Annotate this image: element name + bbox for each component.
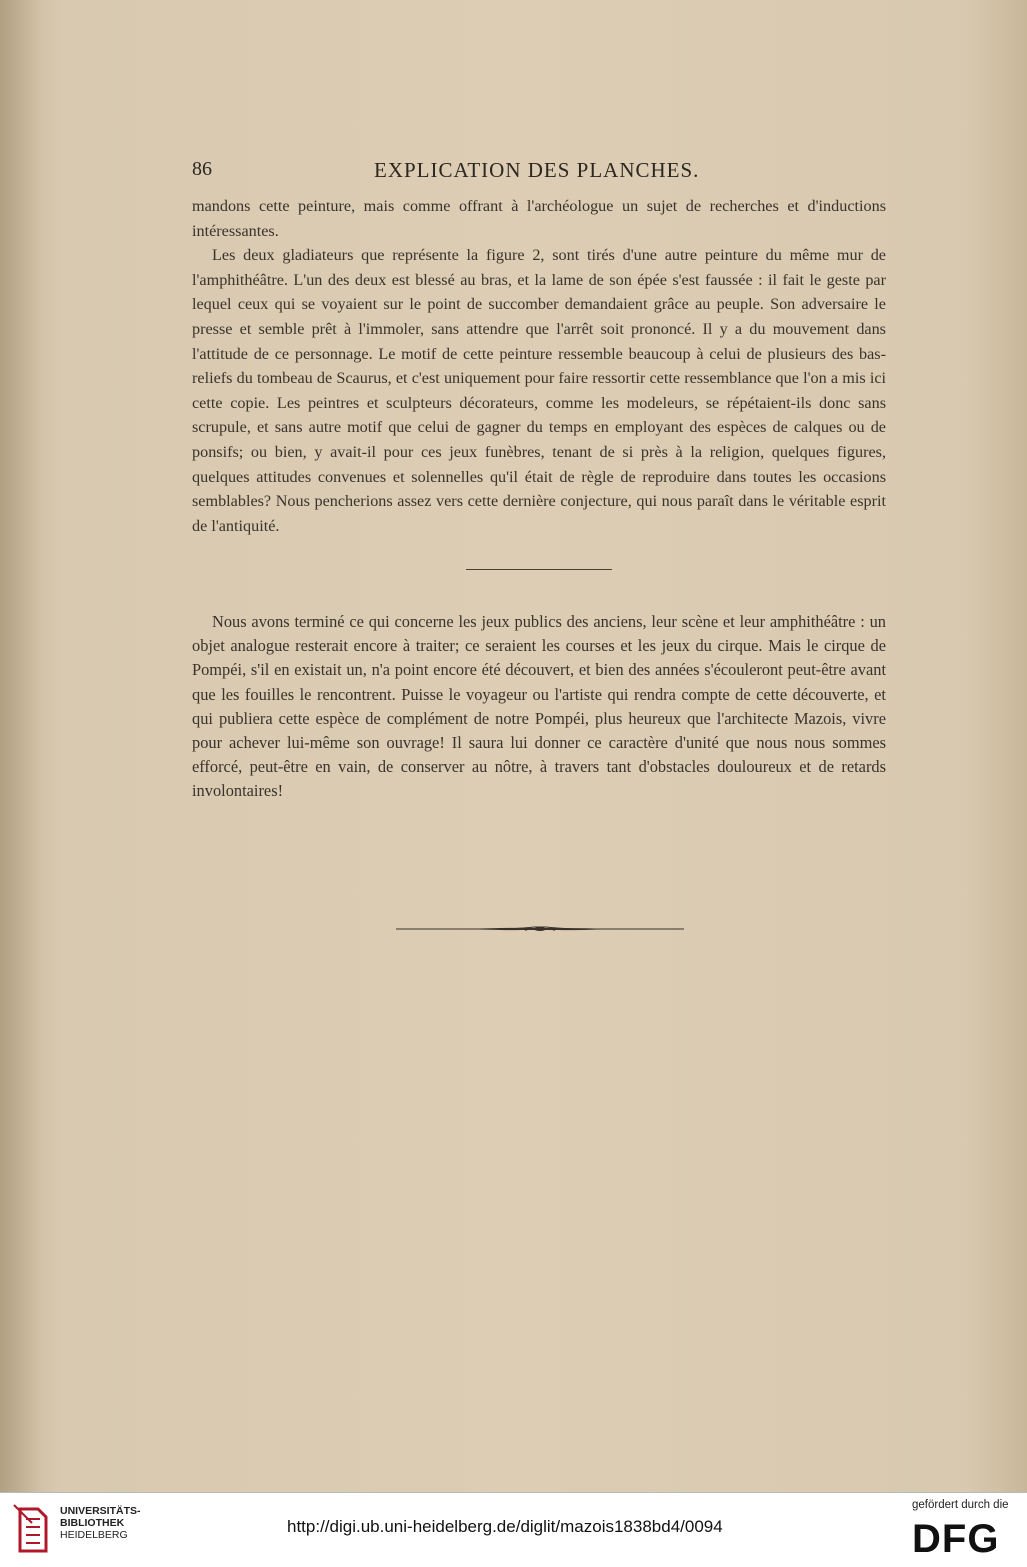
funding-label: gefördert durch die xyxy=(912,1499,1009,1511)
page-gutter-shadow xyxy=(0,0,40,1492)
paragraph-continuation: mandons cette peinture, mais comme offrant à l'archéologue un sujet de recherches et d'inductions intéressantes. xyxy=(192,197,886,240)
library-name-line3: HEIDELBERG xyxy=(60,1529,128,1541)
running-title: EXPLICATION DES PLANCHES. xyxy=(374,158,700,182)
permalink-url[interactable]: http://digi.ub.uni-heidelberg.de/diglit/mazois1838bd4/0094 xyxy=(287,1517,723,1536)
text-block-upper xyxy=(192,194,886,538)
tailpiece-ornament xyxy=(396,922,684,936)
paragraph-conclusion: Nous avons terminé ce qui concerne les jeux publics des anciens, leur scène et leur amphithéâtre : un objet analogue resterait encore à traiter; ce seraient les courses et les jeux du cirque. Mais le cirque de Pompéi, s'il en existait un, n'a point encore été découvert, et bien des années s'écouleront peut-être avant que les fouilles le rencontrent. Puisse le voyageur ou l'artiste qui rendra compte de cette découverte, et qui publiera cette espèce de complément de notre Pompéi, plus heureux que l'architecte Mazois, vivre pour achever lui-même son ouvrage! Il saura lui donner ce caractère d'unité que nous nous sommes efforcé, peut-être en vain, de conserver au nôtre, à travers tant d'obstacles douloureux et de retards involontaires! xyxy=(192,612,886,801)
text-block-lower xyxy=(192,610,886,804)
paragraph-gladiators: Les deux gladiateurs que représente la figure 2, sont tirés d'une autre peinture du même mur de l'amphithéâtre. L'un des deux est blessé au bras, et la lame de son épée s'est faussée : il fait le geste par lequel ceux qui se voyaient sur le point de succomber demandaient grâce au peuple. Son adversaire le presse et semble prêt à l'immoler, sans attendre que l'arrêt soit prononcé. Il y a du mouvement dans l'attitude de ce personnage. Le motif de cette peinture ressemble beaucoup à celui de plusieurs des bas-reliefs du tombeau de Scaurus, et c'est uniquement pour faire ressortir cette ressemblance que l'on a mis ici cette copie. Les peintres et sculpteurs décorateurs, comme les modeleurs, se répétaient-ils donc sans scrupule, et sans autre motif que celui de gagner du temps en employant des espèces de calques ou de ponsifs; ou bien, y avait-il pour ces jeux funèbres, tenant de si près à la religion, quelques figures, quelques attitudes convenues et solennelles qu'il était de règle de reproduire dans toutes les occasions semblables? Nous pencherions assez vers cette dernière conjecture, qui nous paraît dans le véritable esprit de l'antiquité. xyxy=(192,246,886,535)
library-name-line1: UNIVERSITÄTS- xyxy=(60,1505,141,1517)
section-divider-rule xyxy=(466,569,612,570)
library-name-line2: BIBLIOTHEK xyxy=(60,1517,125,1529)
digitization-footer xyxy=(0,1492,1027,1567)
page-number: 86 xyxy=(192,158,212,180)
dfg-logo: DFG xyxy=(912,1517,1000,1561)
library-name xyxy=(60,1505,141,1541)
university-library-logo-icon xyxy=(12,1503,54,1557)
